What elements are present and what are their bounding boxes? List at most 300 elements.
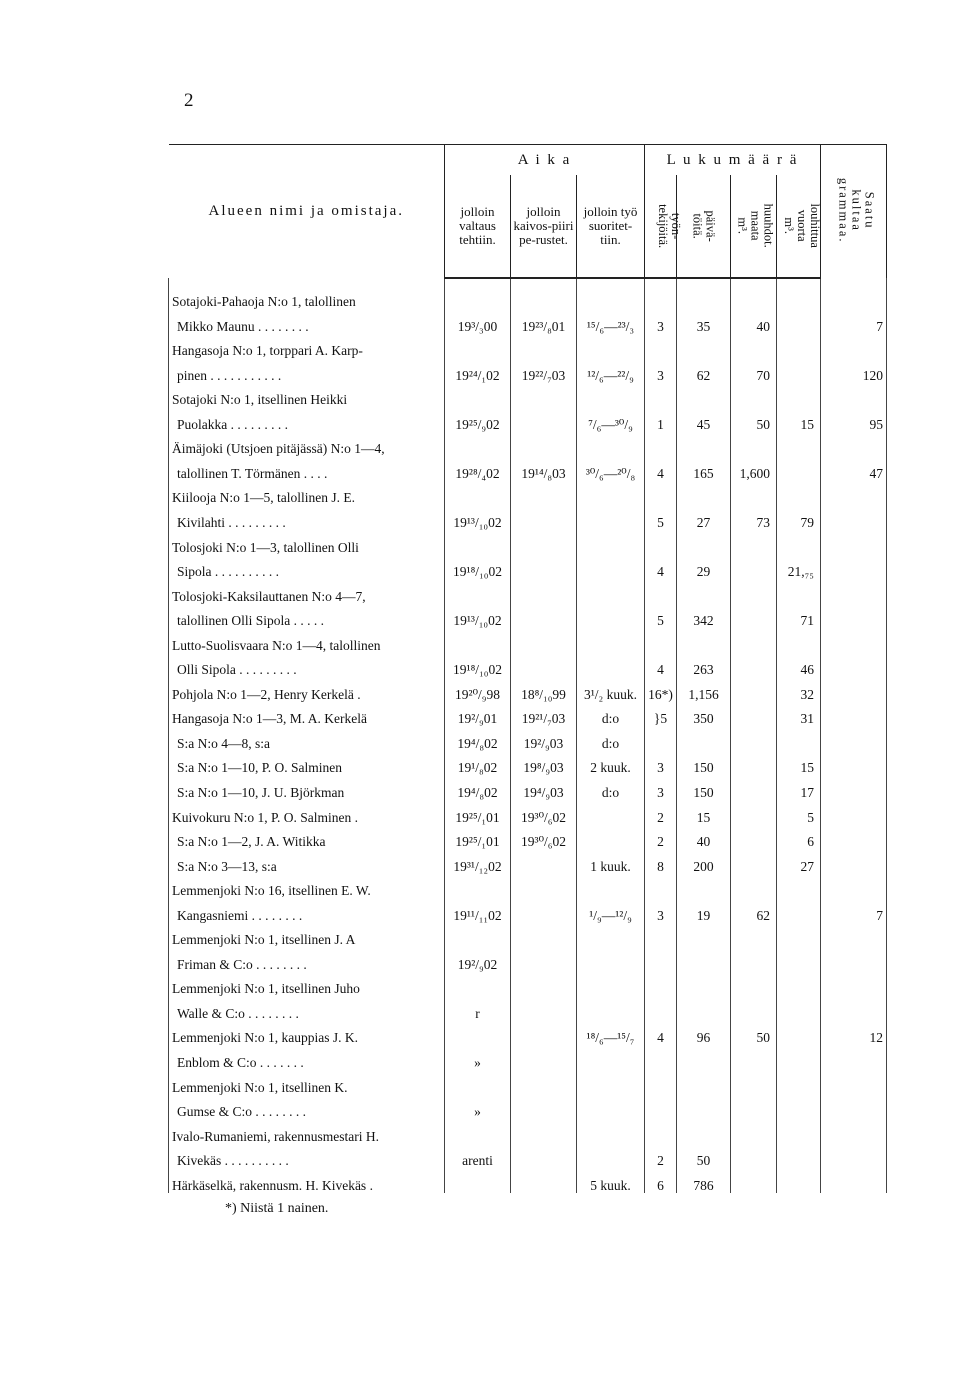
table-row: [169, 1046, 887, 1071]
cell-valtaus: [445, 1120, 511, 1145]
name-column-header: Alueen nimi ja omistaja.: [169, 145, 445, 279]
cell-tyontekijoita: 5: [645, 506, 677, 531]
cell-kaivospiiri: [511, 481, 577, 506]
cell-valtaus: 19²⁰/₉98: [445, 678, 511, 703]
cell-paivatoita: 27: [677, 506, 731, 531]
cell-paivatoita: [677, 948, 731, 973]
cell-kaivospiiri: 18⁸/₁₀99: [511, 678, 577, 703]
cell-kaivospiiri: [511, 334, 577, 359]
cell-saatu: [821, 800, 887, 825]
cell-louhittua: [777, 1169, 821, 1194]
cell-huuhdot: [731, 923, 777, 948]
cell-saatu: [821, 1095, 887, 1120]
cell-kaivospiiri: [511, 555, 577, 580]
cell-tyo: [577, 506, 645, 531]
cell-huuhdot: [731, 825, 777, 850]
cell-louhittua: 21,₇₅: [777, 555, 821, 580]
cell-louhittua: [777, 310, 821, 335]
cell-tyo: d:o: [577, 776, 645, 801]
cell-paivatoita: 150: [677, 776, 731, 801]
cell-tyo: d:o: [577, 702, 645, 727]
cell-huuhdot: [731, 1046, 777, 1071]
cell-name: Lemmenjoki N:o 1, itsellinen Juho: [169, 972, 445, 997]
cell-tyontekijoita: 3: [645, 310, 677, 335]
cell-name: Lutto-Suolisvaara N:o 1—4, talollinen: [169, 629, 445, 654]
cell-huuhdot: [731, 383, 777, 408]
table-row: [169, 1144, 887, 1169]
cell-tyo: ¹/₉—¹²/₉: [577, 899, 645, 924]
cell-saatu: [821, 948, 887, 973]
cell-saatu: 7: [821, 899, 887, 924]
cell-paivatoita: 350: [677, 702, 731, 727]
cell-huuhdot: [731, 997, 777, 1022]
cell-tyontekijoita: [645, 580, 677, 605]
cell-kaivospiiri: 19²¹/₇03: [511, 702, 577, 727]
cell-name: S:a N:o 1—10, J. U. Björkman: [169, 776, 445, 801]
cell-louhittua: [777, 972, 821, 997]
cell-tyontekijoita: 3: [645, 776, 677, 801]
cell-louhittua: [777, 383, 821, 408]
cell-name: S:a N:o 3—13, s:a: [169, 850, 445, 875]
cell-name: talollinen Olli Sipola . . . . .: [169, 604, 445, 629]
cell-paivatoita: 40: [677, 825, 731, 850]
cell-tyontekijoita: [645, 874, 677, 899]
cell-tyontekijoita: 3: [645, 899, 677, 924]
cell-paivatoita: 45: [677, 408, 731, 433]
cell-huuhdot: [731, 1071, 777, 1096]
cell-kaivospiiri: [511, 506, 577, 531]
cell-saatu: [821, 825, 887, 850]
cell-paivatoita: [677, 383, 731, 408]
cell-name: Hangasoja N:o 1, torppari A. Karp-: [169, 334, 445, 359]
cell-tyontekijoita: [645, 948, 677, 973]
table-row: [169, 530, 887, 555]
cell-paivatoita: [677, 727, 731, 752]
cell-paivatoita: 35: [677, 310, 731, 335]
cell-paivatoita: 1,156: [677, 678, 731, 703]
cell-louhittua: [777, 457, 821, 482]
cell-name: Mikko Maunu . . . . . . . .: [169, 310, 445, 335]
cell-name: Hangasoja N:o 1—3, M. A. Kerkelä: [169, 702, 445, 727]
cell-saatu: [821, 1144, 887, 1169]
cell-saatu: [821, 334, 887, 359]
cell-paivatoita: [677, 481, 731, 506]
cell-huuhdot: [731, 702, 777, 727]
cell-kaivospiiri: 19²/₉03: [511, 727, 577, 752]
cell-name: talollinen T. Törmänen . . . .: [169, 457, 445, 482]
cell-huuhdot: 73: [731, 506, 777, 531]
cell-valtaus: [445, 923, 511, 948]
cell-kaivospiiri: [511, 1095, 577, 1120]
cell-name: Lemmenjoki N:o 1, itsellinen K.: [169, 1071, 445, 1096]
cell-tyontekijoita: 5: [645, 604, 677, 629]
cell-louhittua: [777, 580, 821, 605]
cell-huuhdot: [731, 653, 777, 678]
cell-huuhdot: [731, 850, 777, 875]
cell-paivatoita: 263: [677, 653, 731, 678]
table-row: [169, 923, 887, 948]
cell-saatu: [821, 432, 887, 457]
cell-louhittua: [777, 923, 821, 948]
cell-louhittua: [777, 530, 821, 555]
cell-kaivospiiri: [511, 1120, 577, 1145]
table-row: [169, 751, 887, 776]
table-row: [169, 800, 887, 825]
cell-tyo: [577, 555, 645, 580]
cell-paivatoita: 200: [677, 850, 731, 875]
table-row: [169, 653, 887, 678]
cell-tyo: [577, 432, 645, 457]
cell-valtaus: 19²⁵/₁01: [445, 825, 511, 850]
cell-name: pinen . . . . . . . . . . .: [169, 359, 445, 384]
cell-paivatoita: 29: [677, 555, 731, 580]
cell-tyontekijoita: [645, 530, 677, 555]
cell-paivatoita: [677, 530, 731, 555]
cell-louhittua: 15: [777, 751, 821, 776]
cell-kaivospiiri: [511, 923, 577, 948]
cell-tyontekijoita: }5: [645, 702, 677, 727]
cell-valtaus: [445, 432, 511, 457]
cell-tyontekijoita: [645, 1095, 677, 1120]
table-row: [169, 1021, 887, 1046]
cell-tyo: [577, 653, 645, 678]
cell-huuhdot: [731, 481, 777, 506]
cell-tyo: [577, 629, 645, 654]
cell-louhittua: [777, 997, 821, 1022]
cell-kaivospiiri: 19⁴/₉03: [511, 776, 577, 801]
table-row: [169, 278, 887, 310]
cell-louhittua: [777, 1144, 821, 1169]
cell-louhittua: 32: [777, 678, 821, 703]
table-row: [169, 727, 887, 752]
cell-louhittua: [777, 481, 821, 506]
cell-paivatoita: [677, 1046, 731, 1071]
cell-saatu: [821, 653, 887, 678]
table-row: [169, 899, 887, 924]
table-row: [169, 432, 887, 457]
cell-valtaus: 19¹⁸/₁₀02: [445, 555, 511, 580]
cell-tyo: ¹⁵/₆—²³/₃: [577, 310, 645, 335]
cell-name: S:a N:o 1—10, P. O. Salminen: [169, 751, 445, 776]
cell-huuhdot: [731, 800, 777, 825]
cell-name: Lemmenjoki N:o 16, itsellinen E. W.: [169, 874, 445, 899]
cell-tyontekijoita: 6: [645, 1169, 677, 1194]
gold-mining-table: [168, 144, 887, 1193]
cell-huuhdot: [731, 776, 777, 801]
cell-name: S:a N:o 4—8, s:a: [169, 727, 445, 752]
cell-tyontekijoita: [645, 727, 677, 752]
cell-valtaus: 19¹/₈02: [445, 751, 511, 776]
cell-name: Kangasniemi . . . . . . . .: [169, 899, 445, 924]
cell-louhittua: [777, 874, 821, 899]
cell-name: Kuivokuru N:o 1, P. O. Salminen .: [169, 800, 445, 825]
cell-louhittua: [777, 1095, 821, 1120]
cell-name: Puolakka . . . . . . . . .: [169, 408, 445, 433]
cell-tyontekijoita: 3: [645, 751, 677, 776]
table-row: [169, 481, 887, 506]
tyo-header: jolloin työ suoritet-tiin.: [577, 175, 645, 278]
cell-louhittua: [777, 334, 821, 359]
cell-louhittua: 17: [777, 776, 821, 801]
cell-tyo: ¹⁸/₆—¹⁵/₇: [577, 1021, 645, 1046]
table-row: [169, 457, 887, 482]
cell-name: Pohjola N:o 1—2, Henry Kerkelä .: [169, 678, 445, 703]
cell-louhittua: [777, 1021, 821, 1046]
cell-tyontekijoita: [645, 432, 677, 457]
cell-name: Kivilahti . . . . . . . . .: [169, 506, 445, 531]
cell-louhittua: 31: [777, 702, 821, 727]
cell-kaivospiiri: [511, 1071, 577, 1096]
cell-saatu: [821, 604, 887, 629]
cell-valtaus: [445, 481, 511, 506]
cell-valtaus: 19²/₉01: [445, 702, 511, 727]
cell-saatu: [821, 1046, 887, 1071]
cell-valtaus: [445, 629, 511, 654]
cell-saatu: [821, 702, 887, 727]
table-row: [169, 997, 887, 1022]
cell-name: Lemmenjoki N:o 1, kauppias J. K.: [169, 1021, 445, 1046]
cell-kaivospiiri: [511, 653, 577, 678]
cell-paivatoita: [677, 972, 731, 997]
cell-name: Friman & C:o . . . . . . . .: [169, 948, 445, 973]
cell-name: Enblom & C:o . . . . . . .: [169, 1046, 445, 1071]
cell-tyontekijoita: 16*): [645, 678, 677, 703]
cell-kaivospiiri: [511, 899, 577, 924]
cell-valtaus: [445, 530, 511, 555]
cell-kaivospiiri: [511, 432, 577, 457]
cell-saatu: [821, 850, 887, 875]
cell-tyo: [577, 580, 645, 605]
cell-saatu: [821, 923, 887, 948]
cell-paivatoita: 15: [677, 800, 731, 825]
cell-valtaus: 19¹¹/₁₁02: [445, 899, 511, 924]
aika-group-header: A i k a: [445, 145, 645, 176]
cell-saatu: [821, 1071, 887, 1096]
cell-paivatoita: [677, 278, 731, 310]
cell-paivatoita: [677, 432, 731, 457]
table-row: [169, 1120, 887, 1145]
cell-huuhdot: [731, 432, 777, 457]
cell-tyontekijoita: [645, 1046, 677, 1071]
cell-name: Kivekäs . . . . . . . . . .: [169, 1144, 445, 1169]
cell-valtaus: 19²⁵/₉02: [445, 408, 511, 433]
cell-louhittua: [777, 1120, 821, 1145]
cell-huuhdot: 1,600: [731, 457, 777, 482]
table-row: [169, 948, 887, 973]
cell-tyontekijoita: 2: [645, 1144, 677, 1169]
cell-kaivospiiri: 19⁸/₉03: [511, 751, 577, 776]
cell-tyo: [577, 948, 645, 973]
footnote: *) Niistä 1 nainen.: [225, 1201, 329, 1216]
cell-name: Sotajoki-Pahaoja N:o 1, talollinen: [169, 278, 445, 310]
cell-tyo: [577, 604, 645, 629]
table-row: [169, 408, 887, 433]
cell-tyo: [577, 997, 645, 1022]
cell-tyo: ³⁰/₆—²⁰/₈: [577, 457, 645, 482]
table-row: [169, 972, 887, 997]
cell-tyo: [577, 1071, 645, 1096]
cell-kaivospiiri: [511, 580, 577, 605]
cell-paivatoita: [677, 1095, 731, 1120]
cell-paivatoita: 342: [677, 604, 731, 629]
cell-name: Tolosjoki N:o 1—3, talollinen Olli: [169, 530, 445, 555]
cell-valtaus: 19⁴/₈02: [445, 776, 511, 801]
cell-valtaus: »: [445, 1095, 511, 1120]
cell-saatu: 47: [821, 457, 887, 482]
cell-tyo: [577, 1120, 645, 1145]
cell-paivatoita: [677, 334, 731, 359]
cell-valtaus: [445, 278, 511, 310]
cell-tyontekijoita: [645, 972, 677, 997]
cell-valtaus: arenti: [445, 1144, 511, 1169]
cell-name: S:a N:o 1—2, J. A. Witikka: [169, 825, 445, 850]
cell-name: Äimäjoki (Utsjoen pitäjässä) N:o 1—4,: [169, 432, 445, 457]
cell-paivatoita: [677, 580, 731, 605]
cell-louhittua: 79: [777, 506, 821, 531]
cell-paivatoita: 19: [677, 899, 731, 924]
cell-kaivospiiri: [511, 530, 577, 555]
cell-valtaus: 19²⁸/₄02: [445, 457, 511, 482]
valtaus-header: jolloin valtaus tehtiin.: [445, 175, 511, 278]
cell-kaivospiiri: 19²³/₈01: [511, 310, 577, 335]
cell-paivatoita: [677, 923, 731, 948]
cell-valtaus: 19¹³/₁₀02: [445, 506, 511, 531]
table-row: [169, 629, 887, 654]
cell-tyontekijoita: 3: [645, 359, 677, 384]
cell-valtaus: [445, 972, 511, 997]
cell-tyo: [577, 972, 645, 997]
cell-tyo: [577, 800, 645, 825]
cell-huuhdot: 50: [731, 408, 777, 433]
cell-paivatoita: [677, 874, 731, 899]
table-row: [169, 604, 887, 629]
cell-paivatoita: [677, 997, 731, 1022]
cell-name: Sipola . . . . . . . . . .: [169, 555, 445, 580]
cell-louhittua: [777, 278, 821, 310]
table-row: [169, 776, 887, 801]
cell-saatu: 120: [821, 359, 887, 384]
cell-kaivospiiri: [511, 948, 577, 973]
cell-saatu: [821, 580, 887, 605]
cell-huuhdot: 50: [731, 1021, 777, 1046]
cell-louhittua: 6: [777, 825, 821, 850]
cell-huuhdot: [731, 948, 777, 973]
cell-huuhdot: 62: [731, 899, 777, 924]
cell-huuhdot: [731, 580, 777, 605]
paivatoita-header: päivä- töitä.: [677, 175, 731, 278]
cell-tyo: [577, 481, 645, 506]
cell-louhittua: [777, 1046, 821, 1071]
cell-saatu: [821, 530, 887, 555]
cell-tyontekijoita: 2: [645, 825, 677, 850]
cell-louhittua: [777, 629, 821, 654]
cell-valtaus: [445, 334, 511, 359]
cell-paivatoita: 96: [677, 1021, 731, 1046]
cell-saatu: [821, 874, 887, 899]
cell-tyontekijoita: [645, 383, 677, 408]
cell-tyo: 2 kuuk.: [577, 751, 645, 776]
cell-paivatoita: 150: [677, 751, 731, 776]
cell-louhittua: [777, 899, 821, 924]
cell-tyontekijoita: [645, 997, 677, 1022]
cell-huuhdot: [731, 1144, 777, 1169]
cell-tyo: ¹²/₆—²²/₉: [577, 359, 645, 384]
table-body: [169, 278, 887, 1193]
cell-louhittua: 71: [777, 604, 821, 629]
cell-louhittua: 15: [777, 408, 821, 433]
cell-name: Olli Sipola . . . . . . . . .: [169, 653, 445, 678]
cell-saatu: [821, 1120, 887, 1145]
cell-name: Ivalo-Rumaniemi, rakennusmestari H.: [169, 1120, 445, 1145]
cell-kaivospiiri: [511, 1046, 577, 1071]
cell-huuhdot: [731, 972, 777, 997]
cell-tyontekijoita: 1: [645, 408, 677, 433]
table-row: [169, 310, 887, 335]
cell-tyo: [577, 334, 645, 359]
cell-saatu: [821, 1169, 887, 1194]
cell-saatu: [821, 383, 887, 408]
cell-huuhdot: [731, 278, 777, 310]
lukumaara-group-header: L u k u m ä ä r ä: [645, 145, 821, 176]
cell-saatu: [821, 555, 887, 580]
cell-paivatoita: [677, 1071, 731, 1096]
cell-tyo: 3¹/₂ kuuk.: [577, 678, 645, 703]
cell-valtaus: [445, 580, 511, 605]
page-number: 2: [184, 90, 194, 111]
cell-name: Walle & C:o . . . . . . . .: [169, 997, 445, 1022]
cell-louhittua: 46: [777, 653, 821, 678]
cell-huuhdot: [731, 727, 777, 752]
cell-tyontekijoita: 4: [645, 555, 677, 580]
cell-huuhdot: [731, 874, 777, 899]
cell-tyontekijoita: [645, 923, 677, 948]
table-row: [169, 678, 887, 703]
cell-tyo: [577, 1144, 645, 1169]
cell-saatu: [821, 481, 887, 506]
cell-saatu: [821, 506, 887, 531]
cell-louhittua: [777, 359, 821, 384]
cell-valtaus: [445, 874, 511, 899]
louhittua-header: louhittua vuorta m³.: [777, 175, 821, 278]
cell-huuhdot: [731, 334, 777, 359]
cell-saatu: [821, 678, 887, 703]
table-row: [169, 383, 887, 408]
cell-valtaus: [445, 1021, 511, 1046]
table-row: [169, 874, 887, 899]
cell-huuhdot: [731, 751, 777, 776]
cell-tyontekijoita: 8: [645, 850, 677, 875]
cell-name: Lemmenjoki N:o 1, itsellinen J. A: [169, 923, 445, 948]
cell-kaivospiiri: [511, 408, 577, 433]
cell-valtaus: [445, 1071, 511, 1096]
cell-valtaus: 19⁴/₈02: [445, 727, 511, 752]
table-row: [169, 825, 887, 850]
cell-kaivospiiri: [511, 972, 577, 997]
tyontekijoita-header: työn- tekijöitä.: [645, 175, 677, 278]
cell-valtaus: 19³/₃00: [445, 310, 511, 335]
cell-kaivospiiri: [511, 850, 577, 875]
cell-tyo: [577, 1046, 645, 1071]
cell-name: Gumse & C:o . . . . . . . .: [169, 1095, 445, 1120]
cell-tyo: 1 kuuk.: [577, 850, 645, 875]
huuhdot-header: huuhdot. maata m³.: [731, 175, 777, 278]
cell-tyontekijoita: [645, 481, 677, 506]
table-row: [169, 850, 887, 875]
cell-huuhdot: [731, 1120, 777, 1145]
cell-tyo: [577, 383, 645, 408]
header-group-row: [169, 145, 887, 176]
cell-kaivospiiri: 19³⁰/₆02: [511, 800, 577, 825]
